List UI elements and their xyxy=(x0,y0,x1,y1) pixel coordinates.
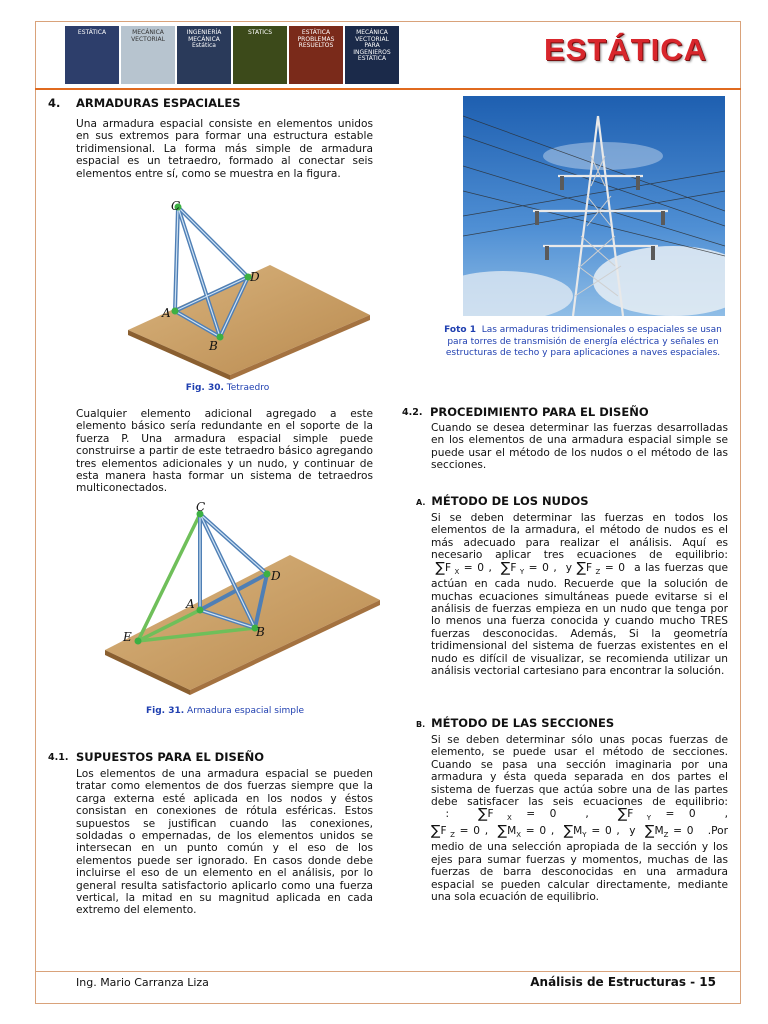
transmission-tower-photo xyxy=(463,96,725,316)
node-label: A xyxy=(162,306,171,320)
section-4-1-paragraph: Los elementos de una armadura espacial se pueden tratar como elementos de dos fuerzas siempre que la carga externa esté aplicada en los nodos y éstos consistan en conexiones de rótula esféricas. Estos supuestos se justifican cuando las conexiones, soldadas o empernadas, de los elementos unidos se intersecan en un punto común y el eso de los elementos puede ser ignorado. En casos donde debe incluirse el eso de un elemento en el análisis, por lo general resulta satisfactorio aplicarlo como una fuerza vertical, la mitad en su magnitud aplicada en cada extremo del elemento. xyxy=(76,768,373,917)
node-label: C xyxy=(196,500,206,514)
book-cover: MECÁNICA VECTORIAL xyxy=(121,26,175,84)
equilibrium-equations: ∑F $_X$ = 0 , ∑F $_Y$ = 0 , y xyxy=(435,559,573,576)
simple-space-truss-figure xyxy=(100,500,385,700)
book-covers xyxy=(65,26,399,86)
method-a-paragraph: Si se deben determinar las fuerzas en todos los elementos de la armadura, el método de nudos es el más adecuado para realizar el análisis. Aquí es necesario aplicar tres ecuaciones de equilibrio: ∑F $_X$ = 0 , ∑F $_Y$ = 0 , y ∑F $_Z$ = 0 a las fuerzas que actúan en cada nudo. Recuerde que la solución de muchas ecuaciones simultáneas puede evitarse si el análisis de fuerzas empieza en un nudo que tenga por lo menos una fuerza conocida y cuando mucho TRES fuerzas desconocidas. Además, Si la geometría tridimensional del sistema de fuerzas existentes en el nudo es difícil de visualizar, se recomienda utilizar un análisis vectorial cartesiano para encontrar la solución. xyxy=(431,512,728,677)
method-b-paragraph: Si se deben determinar sólo unas pocas fuerzas de elemento, se puede usar el método de secciones. Cuando se pasa una sección imaginaria por una armadura y ésta queda separada en dos partes el sistema de fuerzas que actúa sobre una de las partes debe satisfacer las seis ecuaciones de equilibrio: : ∑F $_X$ = 0 , ∑F $_Y$ = 0 , ∑F $_Z$ = 0 , $\sum M_X = 0$ , $\sum M_Y = 0$ , y $\sum M_Z = 0$ .Por medio de una selección apropiada de la sección y los ejes para sumar fuerzas y momentos, muchas de las fuerzas de barra desconocidas en una armadura espacial se pueden calcular directamente, mediante una sola ecuación de equilibrio. xyxy=(431,734,728,904)
footer-divider xyxy=(35,971,741,972)
section-4-paragraph-2: Cualquier elemento adicional agregado a este elemento básico sería redundante en el soporte de la fuerza P. Una armadura espacial simple puede construirse a partir de este tetraedro básico agregando tres elementos adicionales y un nudo, y continuar de esta manera hasta formar un sistema de tetraedros multiconectados. xyxy=(76,408,373,495)
node-label: B xyxy=(209,339,218,353)
book-cover: ESTÁTICA xyxy=(65,26,119,84)
node-label: D xyxy=(271,569,281,583)
section-4-2-paragraph: Cuando se desea determinar las fuerzas desarrolladas en los elementos de una armadura espacial simple se puede usar el método de los nudos o el método de las secciones. xyxy=(431,422,728,472)
method-a-heading: A. MÉTODO DE LOS NUDOS xyxy=(416,494,589,508)
method-b-heading: B. MÉTODO DE LAS SECCIONES xyxy=(416,716,615,730)
node-label: D xyxy=(250,270,260,284)
section-4-paragraph-1: Una armadura espacial consiste en elementos unidos en sus extremos para formar una estructura estable tridimensional. La forma más simple de armadura espacial es un tetraedro, formado al conectar seis elementos entre sí, como se muestra en la figura. xyxy=(76,118,373,180)
header-divider xyxy=(35,88,741,90)
figure-31-caption: Fig. 31. Armadura espacial simple xyxy=(145,706,304,716)
node-label: C xyxy=(171,199,181,213)
node-label: A xyxy=(186,597,195,611)
figure-30-caption: Fig. 30. Tetraedro xyxy=(185,383,270,393)
six-equilibrium-equations: : ∑F $_X$ = 0 , ∑F $_Y$ = 0 , xyxy=(431,806,728,823)
book-cover: ESTÁTICA PROBLEMAS RESUELTOS xyxy=(289,26,343,84)
book-cover: STATICS xyxy=(233,26,287,84)
book-cover: MECÁNICA VECTORIAL PARA INGENIEROS ESTÁTICA xyxy=(345,26,399,84)
photo-caption: Foto 1 Las armaduras tridimensionales o espaciales se usan para torres de transmisión de energía eléctrica y señales en estructuras de techo y para aplicaciones a naves espaciales. xyxy=(444,325,722,358)
tetrahedron-figure xyxy=(120,195,380,380)
photo-label: Foto 1 xyxy=(444,325,476,335)
footer-author: Ing. Mario Carranza Liza xyxy=(76,976,209,989)
node-label: E xyxy=(123,630,132,644)
brand-title: ESTÁTICA xyxy=(544,32,707,67)
node-label: B xyxy=(256,625,265,639)
footer-page-label: Análisis de Estructuras - 15 xyxy=(530,975,716,989)
base-plate xyxy=(128,265,370,375)
book-cover: INGENIERÍA MECÁNICA Estática xyxy=(177,26,231,84)
